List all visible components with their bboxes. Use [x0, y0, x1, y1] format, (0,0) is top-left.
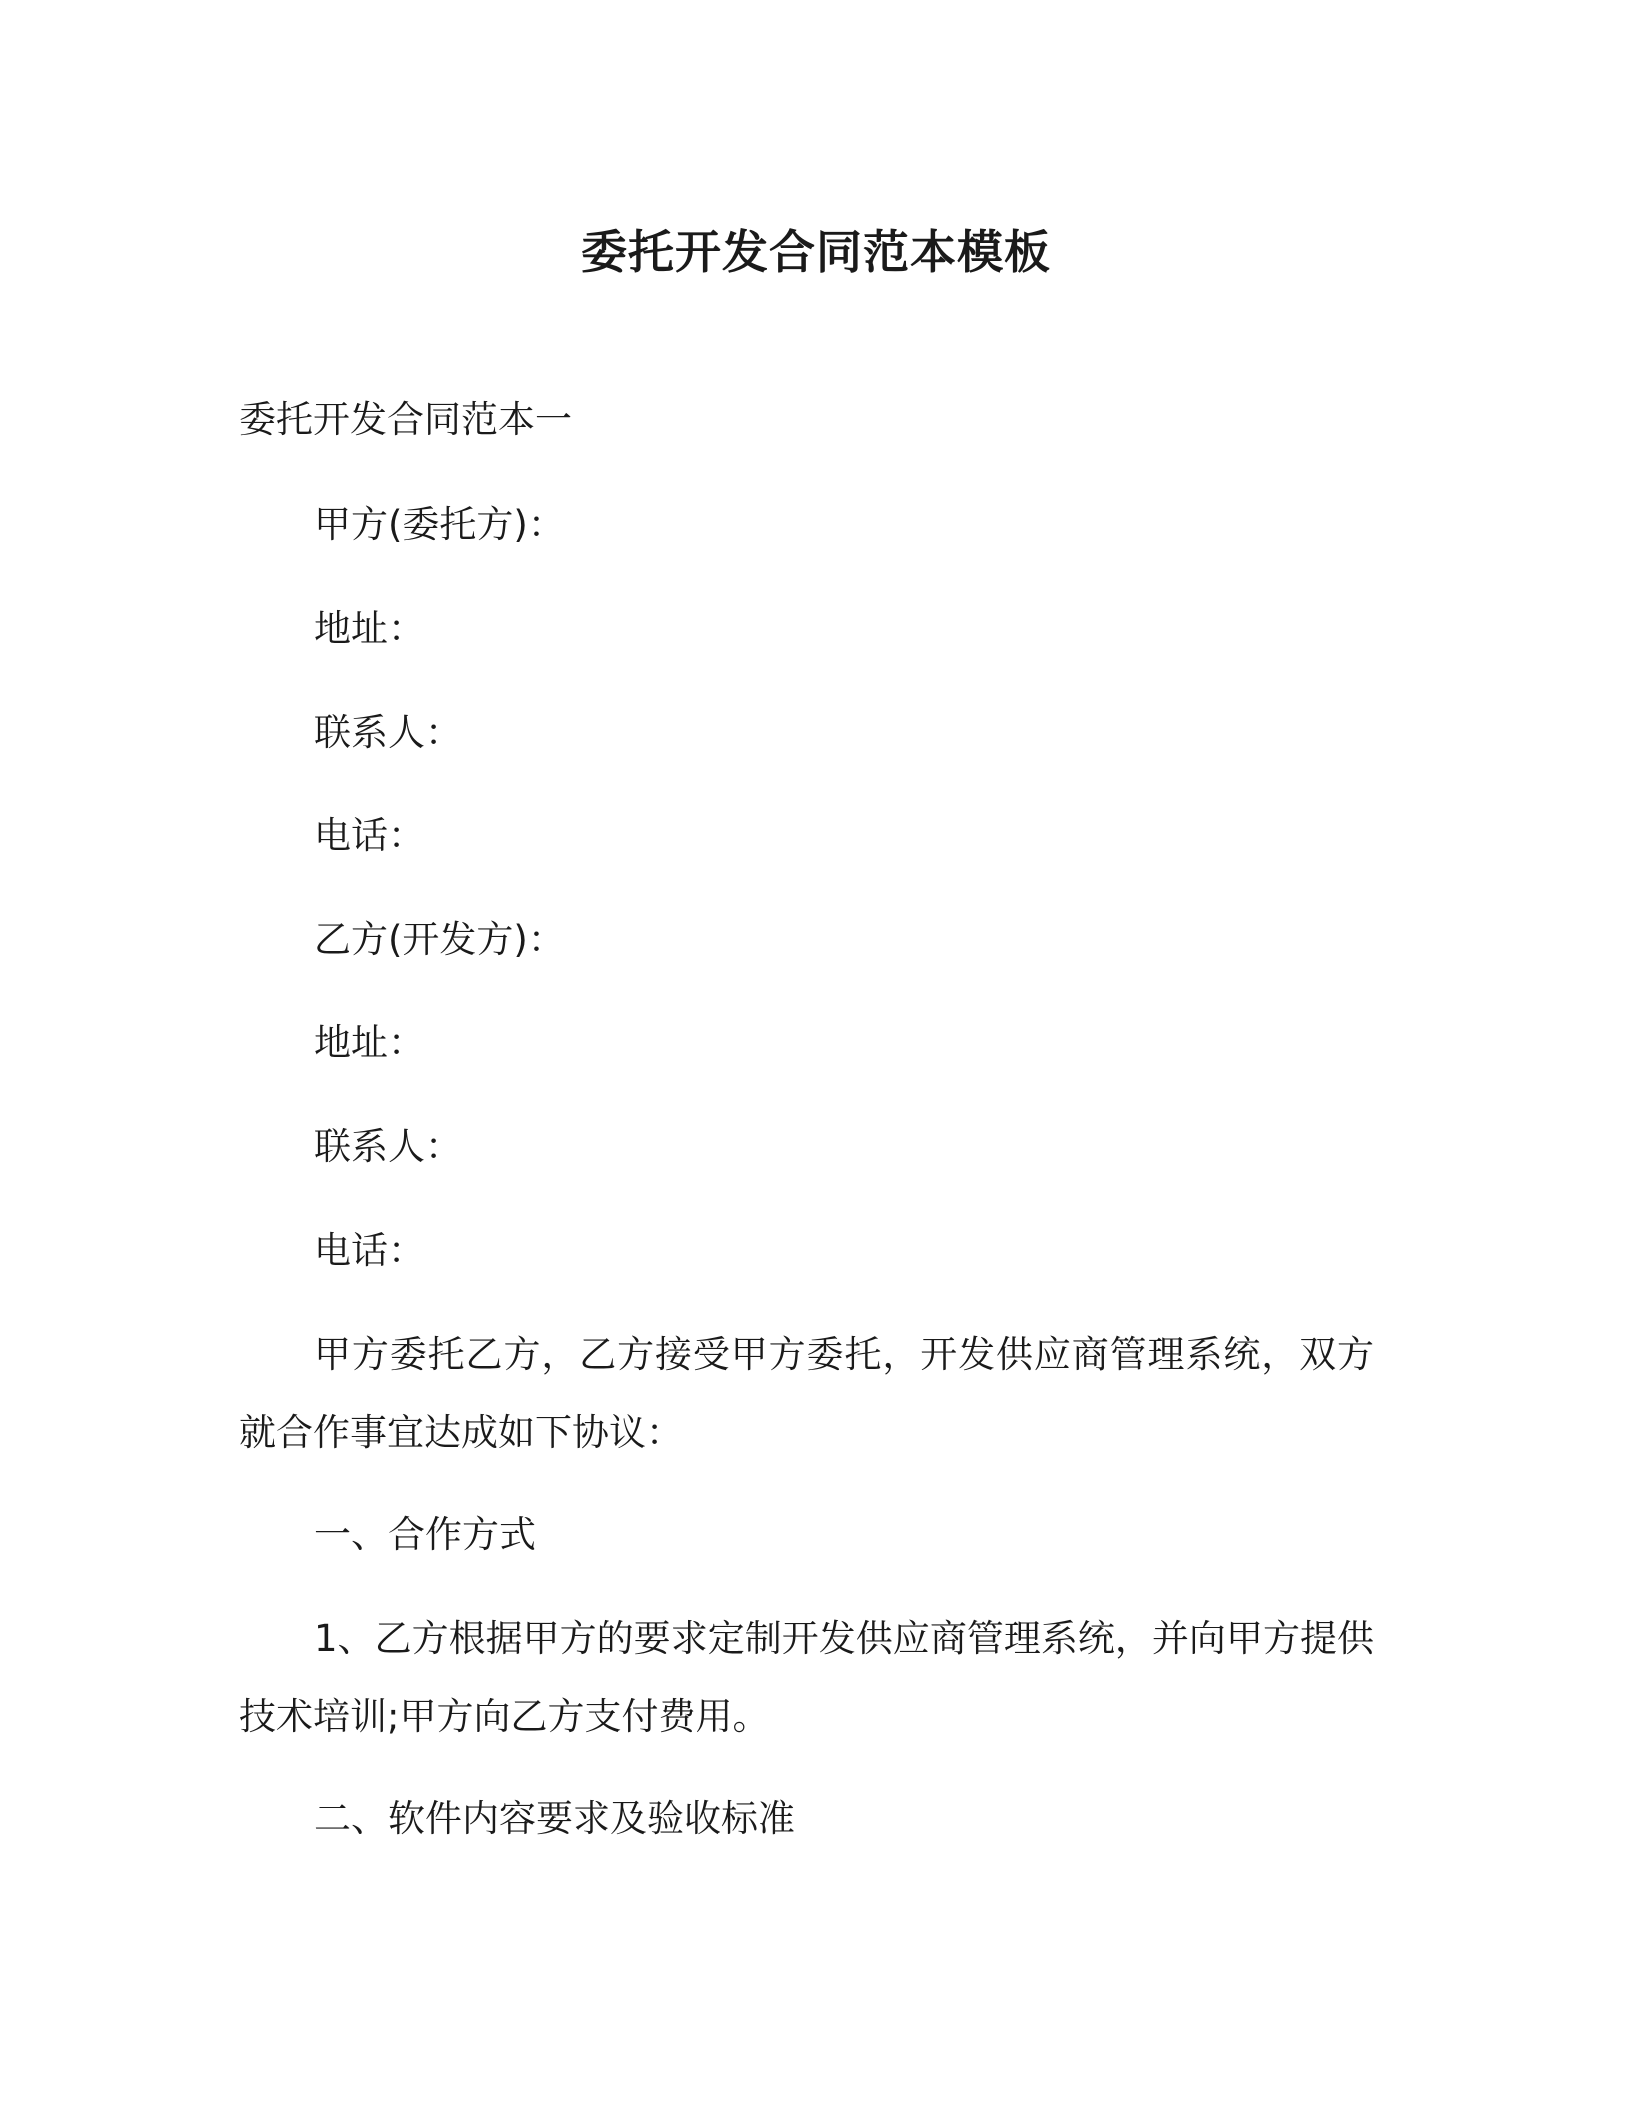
party-b-phone-label: 电话： — [314, 1229, 425, 1272]
party-a-label: 甲方(委托方)： — [314, 503, 565, 546]
intro-paragraph: 甲方委托乙方，乙方接受甲方委托，开发供应商管理系统，双方就合作事宜达成如下协议： — [239, 1333, 1374, 1454]
section-1-item-1: 1、乙方根据甲方的要求定制开发供应商管理系统，并向甲方提供技术培训;甲方向乙方支付费用。 — [239, 1617, 1374, 1738]
contract-subtitle: 委托开发合同范本一 — [239, 398, 572, 441]
document-title: 委托开发合同范本模板 — [581, 225, 1051, 279]
party-a-contact-label: 联系人： — [314, 711, 462, 754]
party-a-address-label: 地址： — [314, 607, 425, 650]
section-1-heading: 一、合作方式 — [314, 1513, 536, 1556]
section-2-heading: 二、软件内容要求及验收标准 — [314, 1797, 795, 1840]
party-b-address-label: 地址： — [314, 1021, 425, 1064]
party-b-label: 乙方(开发方)： — [314, 918, 565, 961]
party-a-phone-label: 电话： — [314, 814, 425, 857]
party-b-contact-label: 联系人： — [314, 1125, 462, 1168]
